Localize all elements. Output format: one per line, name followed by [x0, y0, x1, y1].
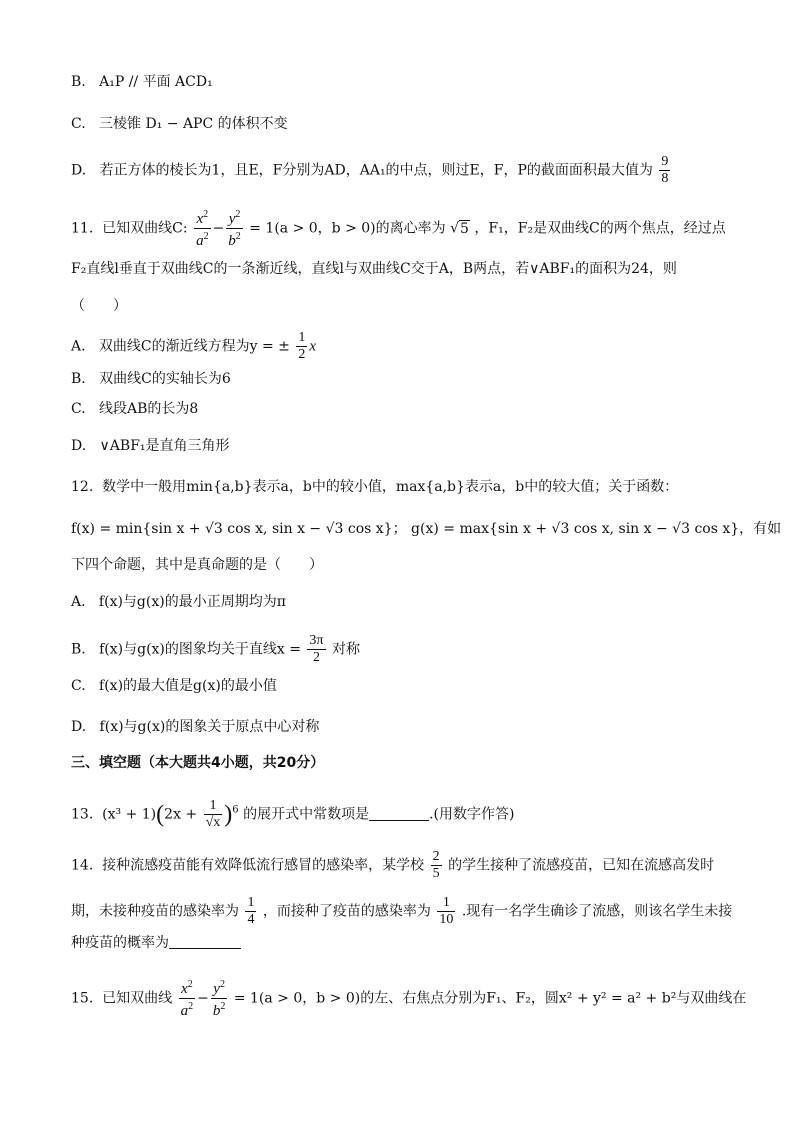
fraction-1-sqrtx: [204, 798, 223, 831]
question-text: .(用数字作答): [429, 806, 515, 823]
option-text: f(x)与g(x)的图象关于原点中心对称: [99, 719, 320, 735]
question-text: 已知双曲线: [102, 990, 173, 1007]
question-text: 已知双曲线C:: [102, 220, 188, 237]
option-c-q10: [71, 114, 732, 134]
expression-part: 2x +: [164, 806, 198, 823]
fraction-denominator: 4: [247, 912, 255, 927]
fraction-x2-a2: $\frac{x^2}{a^2}$: [196, 209, 209, 249]
option-label: B.: [71, 371, 86, 387]
question-12-line-3: [71, 555, 732, 575]
option-label: B.: [71, 74, 86, 90]
option-a-q12: [71, 592, 732, 612]
option-label: A.: [71, 594, 86, 610]
fraction-denominator: 2: [298, 347, 306, 362]
fraction-3pi-2: [307, 633, 325, 666]
option-label: A.: [71, 338, 86, 355]
variable-x: x: [309, 338, 317, 355]
function-g-definition: g(x) = max{sin x + √3 cos x, sin x − √3 cos x}，有如: [411, 521, 782, 537]
question-text: 的展开式中常数项是: [243, 806, 370, 823]
question-text: 数学中一般用min{a,b}表示a，b中的较小值，max{a,b}表示a，b中的较大值；关于函数：: [102, 479, 679, 495]
question-number: 11.: [71, 220, 94, 237]
option-text: 若正方体的棱长为1，且E，F分别为AD，AA₁的中点，则过E，F，P的截面面积最大值为: [99, 162, 653, 179]
option-text: f(x)与g(x)的最小正周期均为π: [98, 594, 286, 610]
fraction-numerator: 3π: [309, 633, 324, 648]
question-number: 12.: [71, 479, 94, 495]
question-13: [71, 798, 732, 831]
fraction-2-5: [431, 849, 442, 882]
section-heading: 三、填空题（本大题共4小题，共20分）: [71, 755, 325, 771]
question-14-line-2: [71, 895, 732, 928]
option-label: D.: [71, 162, 87, 179]
sqrt-value: 5: [460, 220, 469, 237]
fraction-denominator: 5: [432, 866, 440, 881]
option-label: C.: [71, 678, 86, 694]
paren-close: ): [224, 801, 233, 828]
fraction-y2-b2: $\frac{y^2}{b^2}$: [212, 979, 226, 1019]
option-text: A₁P // 平面 ACD₁: [99, 74, 213, 90]
option-label: D.: [71, 719, 87, 735]
question-text: ，而接种了疫苗的感染率为: [262, 903, 431, 920]
question-text: .现有一名学生确诊了流感，则该名学生未接: [461, 903, 733, 920]
question-12-line-1: [71, 477, 732, 497]
option-label: C.: [71, 116, 86, 132]
fraction-numerator: 2: [432, 849, 440, 864]
option-label: B.: [71, 641, 86, 658]
fraction-denominator: 2: [312, 650, 320, 665]
fraction-1-2: [296, 330, 307, 363]
exponent: 6: [232, 804, 239, 816]
option-text: 三棱锥 D₁ − APC 的体积不变: [99, 116, 288, 132]
fraction-numerator: 1: [298, 330, 306, 345]
fraction-numerator: 1: [247, 895, 255, 910]
fraction-denominator: √x: [205, 815, 221, 830]
option-text: 对称: [331, 641, 360, 658]
question-text: 的学生接种了流感疫苗，已知在流感高发时: [448, 857, 715, 874]
question-11-line-1: 11. 已知双曲线C: $\frac{x^2}{a^2}$ − $\frac{y^2}{b^2}$ = 1(a > 0，b > 0)的离心率为 √5 ，F₁，F₂是双曲线C的两个焦点，经过点: [71, 209, 726, 249]
question-14-line-3: [71, 933, 732, 953]
sqrt-symbol: √: [450, 220, 460, 237]
option-d-q12: [71, 717, 732, 737]
answer-blank[interactable]: [369, 820, 429, 821]
question-text: F₂直线l垂直于双曲线C的一条渐近线，直线l与双曲线C交于A，B两点，若∨ABF₁的面积为24，则: [71, 261, 677, 277]
question-number: 13.: [71, 806, 94, 823]
fraction-1-10: [437, 895, 455, 928]
option-text: ∨ABF₁是直角三角形: [99, 438, 230, 454]
answer-paren: （ ）: [71, 298, 127, 314]
option-b-q11: [71, 369, 732, 389]
question-11-line-3: [71, 296, 732, 316]
option-text: f(x)的最大值是g(x)的最小值: [99, 678, 277, 694]
fraction-denominator: 10: [439, 912, 454, 927]
option-text: 双曲线C的实轴长为6: [99, 371, 231, 387]
fraction-numerator: 1: [437, 895, 455, 912]
question-text: 下四个命题，其中是真命题的是（ ）: [71, 557, 323, 573]
option-text: 双曲线C的渐近线方程为y = ±: [98, 338, 290, 355]
fraction-x2-a2: $\frac{x^2}{a^2}$: [180, 979, 194, 1019]
question-text: 接种流感疫苗能有效降低流行感冒的感染率，某学校: [102, 857, 425, 874]
option-d-q10: [71, 154, 732, 187]
question-text: = 1(a > 0，b > 0)的离心率为: [249, 220, 446, 237]
question-number: 14.: [71, 857, 94, 874]
fraction-numerator: 9: [661, 154, 669, 169]
fraction-y2-b2: $\frac{y^2}{b^2}$: [228, 209, 241, 249]
function-f-definition: f(x) = min{sin x + √3 cos x, sin x − √3 cos x}；: [71, 521, 407, 537]
fraction-1-4: [245, 895, 256, 928]
question-14-line-1: [71, 849, 732, 882]
option-label: D.: [71, 438, 87, 454]
question-text: ，F₁，F₂是双曲线C的两个焦点，经过点: [474, 220, 726, 237]
question-11-line-2: [71, 259, 732, 279]
fraction-9-8: [659, 154, 670, 187]
expression-part: (x³ + 1): [102, 806, 157, 823]
question-number: 15.: [71, 990, 94, 1007]
question-12-line-2: [71, 519, 782, 539]
option-text: f(x)与g(x)的图象均关于直线x =: [99, 641, 301, 658]
question-text: 种疫苗的概率为: [71, 935, 169, 951]
option-label: C.: [71, 401, 86, 417]
fraction-denominator: 8: [661, 171, 669, 186]
option-c-q12: [71, 676, 732, 696]
question-15: 15. 已知双曲线 $\frac{x^2}{a^2}$ − $\frac{y^2}{b^2}$ = 1(a > 0，b > 0)的左、右焦点分别为F₁、F₂，圆x² + y² = a² + b²与双曲线在: [71, 979, 747, 1019]
option-d-q11: [71, 436, 732, 456]
option-a-q11: [71, 330, 732, 363]
option-c-q11: [71, 399, 732, 419]
fraction-numerator: 1: [204, 798, 223, 815]
paren-open: (: [156, 801, 165, 828]
option-b-q10: [71, 72, 732, 92]
option-b-q12: [71, 633, 732, 666]
answer-blank[interactable]: [169, 948, 241, 949]
question-text: = 1(a > 0，b > 0)的左、右焦点分别为F₁、F₂，圆x² + y² = a² + b²与双曲线在: [233, 990, 747, 1007]
question-text: 期，未接种疫苗的感染率为: [71, 903, 239, 920]
option-text: 线段AB的长为8: [99, 401, 199, 417]
